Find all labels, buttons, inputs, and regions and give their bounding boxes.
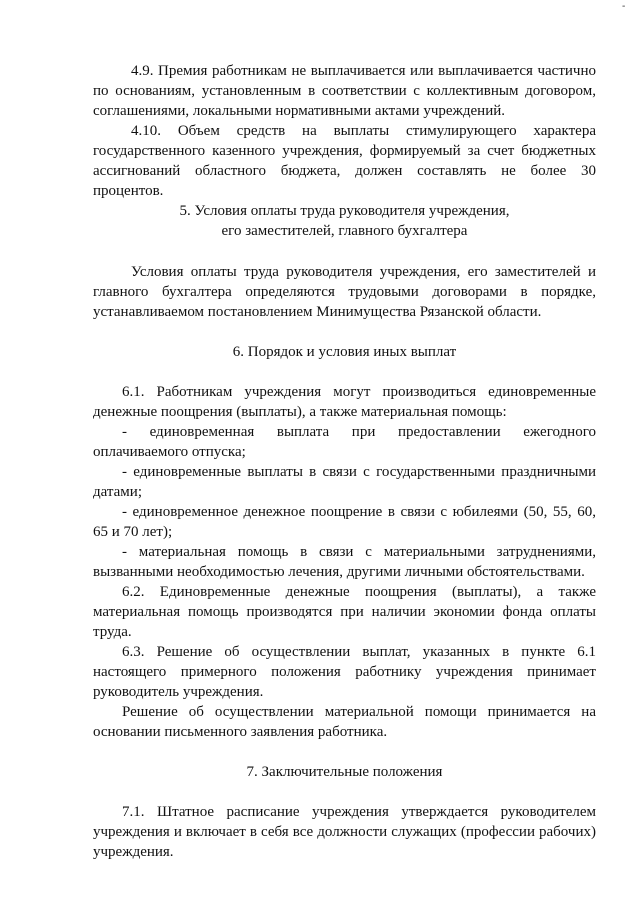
text-line: главного бухгалтера определяются трудовыми договорами в порядке,: [93, 284, 596, 300]
text-line: настоящего примерного положения работнику учреждения принимает: [93, 664, 596, 680]
text-line: вызванными необходимостью лечения, другими личными обстоятельствами.: [93, 564, 585, 580]
text-line: соглашениями, локальными нормативными актами учреждений.: [93, 103, 506, 119]
text-line: Условия оплаты труда руководителя учреждения, его заместителей и: [131, 264, 596, 280]
text-line: 65 и 70 лет);: [93, 524, 173, 540]
list-item: - материальная помощь в связи с материальными затруднениями,: [122, 544, 596, 560]
section-heading: 7. Заключительные положения: [246, 764, 443, 780]
section-heading: 6. Порядок и условия иных выплат: [232, 344, 457, 360]
text-line: материальная помощь производятся при наличии экономии фонда оплаты: [93, 604, 596, 620]
text-line: 6.2. Единовременные денежные поощрения (выплаты), а также: [122, 584, 596, 600]
text-line: денежные поощрения (выплаты), а также материальная помощь:: [93, 404, 507, 420]
text-line: труда.: [93, 624, 132, 640]
text-line: 6.3. Решение об осуществлении выплат, указанных в пункте 6.1: [122, 644, 596, 660]
text-line: ассигнований областного бюджета, должен составлять не более 30: [93, 163, 596, 179]
list-item: - единовременные выплаты в связи с государственными праздничными: [122, 464, 596, 480]
text-line: Решение об осуществлении материальной помощи принимается на: [122, 704, 596, 720]
text-line: 7.1. Штатное расписание учреждения утверждается руководителем: [122, 804, 596, 820]
text-line: государственного казенного учреждения, формируемый за счет бюджетных: [93, 143, 596, 159]
section-heading: 5. Условия оплаты труда руководителя учреждения,: [179, 203, 510, 219]
corner-mark: -: [622, 1, 626, 12]
text-line: основании письменного заявления работника.: [93, 724, 388, 740]
list-item: - единовременная выплата при предоставлении ежегодного: [122, 424, 596, 440]
text-line: 6.1. Работникам учреждения могут производиться единовременные: [122, 384, 596, 400]
text-line: устанавливаемом постановлением Минимущества Рязанской области.: [93, 304, 542, 320]
text-line: оплачиваемого отпуска;: [93, 444, 246, 460]
text-line: учреждения и включает в себя все должности служащих (профессии рабочих): [93, 824, 596, 840]
text-line: 4.9. Премия работникам не выплачивается или выплачивается частично: [131, 63, 596, 79]
text-line: руководитель учреждения.: [93, 684, 264, 700]
list-item: - единовременное денежное поощрение в связи с юбилеями (50, 55, 60,: [122, 504, 596, 520]
section-heading: его заместителей, главного бухгалтера: [221, 223, 468, 239]
text-line: датами;: [93, 484, 142, 500]
text-line: учреждения.: [93, 844, 174, 860]
text-line: по основаниям, установленным в соответствии с коллективным договором,: [93, 83, 596, 99]
text-line: процентов.: [93, 183, 164, 199]
text-line: 4.10. Объем средств на выплаты стимулирующего характера: [131, 123, 596, 139]
